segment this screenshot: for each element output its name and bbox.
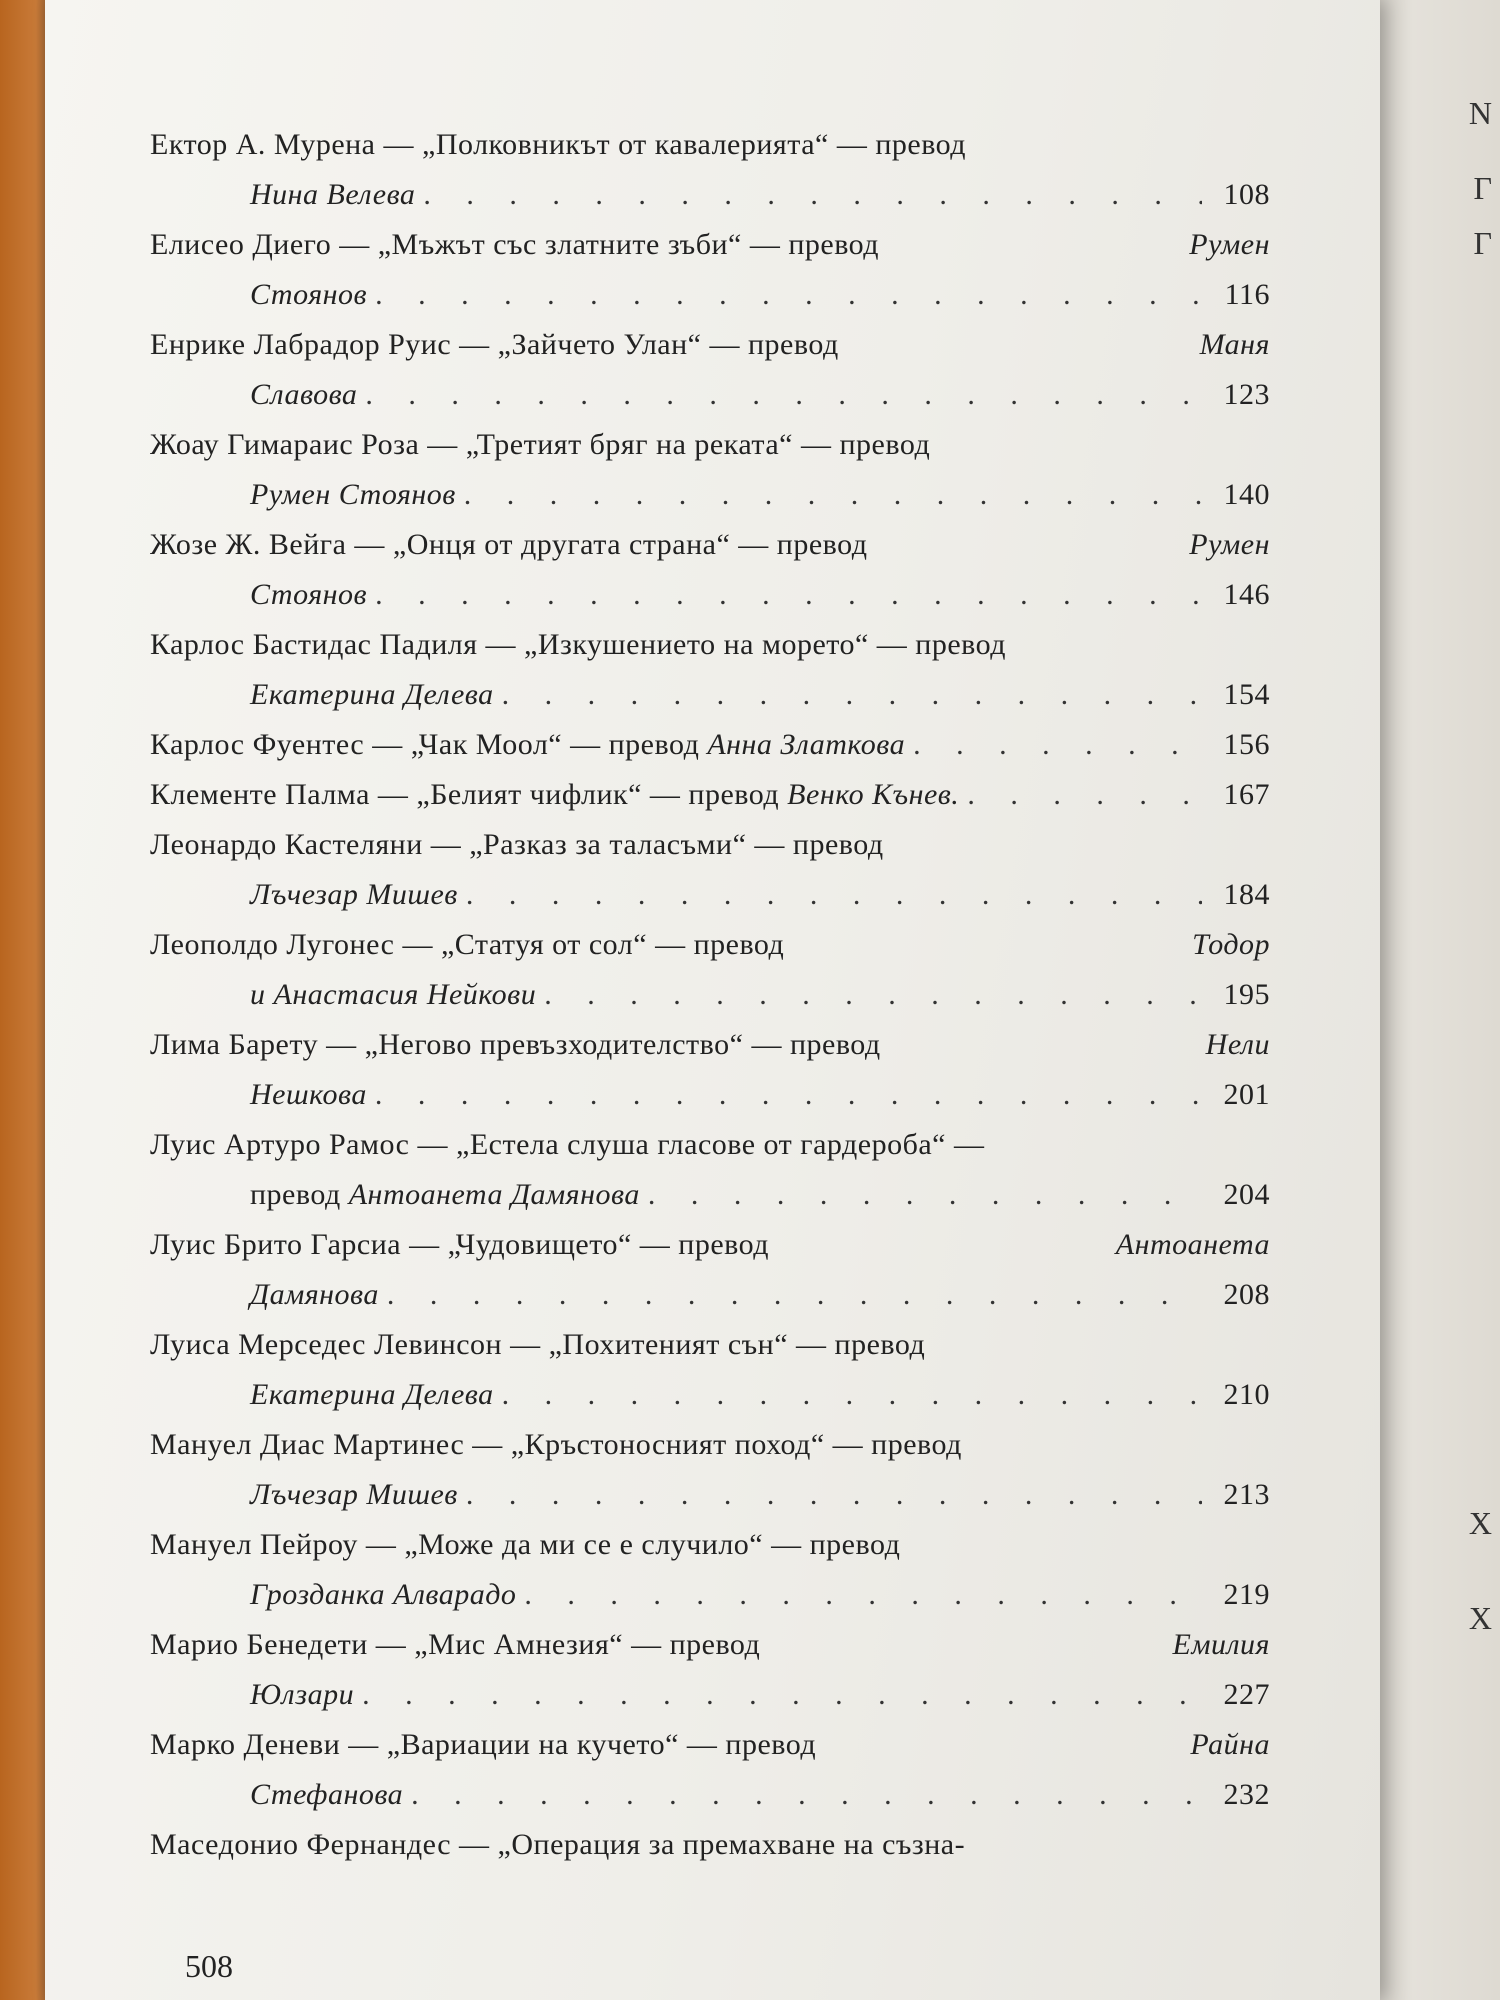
- page-ref: 201: [1223, 1078, 1270, 1111]
- leader-dots: [411, 1770, 1202, 1820]
- leader-dots: [913, 720, 1202, 770]
- adjacent-page-fragment: Г: [1473, 170, 1492, 206]
- page-ref: 227: [1223, 1678, 1270, 1711]
- adjacent-page-fragment: N: [1468, 95, 1492, 131]
- page-number: 508: [185, 1948, 233, 1984]
- translator-name: Грозданка Алварадо: [250, 1578, 517, 1611]
- translator-name: Нина Велева: [250, 178, 416, 211]
- entry-author-title: Мануел Пейроу — „Може да ми се е случило“ — превод: [150, 1528, 901, 1561]
- toc-entry: [150, 1020, 1270, 1120]
- leader-dots: [466, 870, 1202, 920]
- leader-dots: [375, 570, 1202, 620]
- translator-name: Емилия: [1172, 1628, 1270, 1661]
- toc-entry: [150, 620, 1270, 720]
- leader-dots: [362, 1670, 1202, 1720]
- page-ref: 108: [1223, 178, 1270, 211]
- translator-name: Стоянов: [250, 578, 368, 611]
- toc-entry: [150, 920, 1270, 1020]
- entry-author-title: Енрике Лабрадор Руис — „Зайчето Улан“ — превод: [150, 328, 839, 361]
- leader-dots: [466, 1470, 1202, 1520]
- translator-name: и Анастасия Нейкови: [250, 978, 537, 1011]
- book-page: [45, 0, 1380, 2000]
- leader-dots: [544, 970, 1202, 1020]
- toc-entry: [150, 1220, 1270, 1320]
- translation-label: превод: [250, 1178, 341, 1211]
- entry-author-title: Карлос Бастидас Падиля — „Изкушението на морето“ — превод: [150, 628, 1007, 661]
- translator-name: Нешкова: [250, 1078, 367, 1111]
- entry-author-title: Жоау Гимараис Роза — „Третият бряг на реката“ — превод: [150, 428, 931, 461]
- page-ref: 210: [1223, 1378, 1270, 1411]
- toc-entry: [150, 1320, 1270, 1420]
- leader-dots: [387, 1270, 1202, 1320]
- translator-name: Венко Кънев.: [787, 778, 960, 811]
- entry-author-title: Маседонио Фернандес — „Операция за премахване на съзна-: [150, 1828, 966, 1861]
- translator-name: Юлзари: [250, 1678, 355, 1711]
- page-ref: 154: [1223, 678, 1270, 711]
- leader-dots: [502, 670, 1202, 720]
- entry-author-title: Клементе Палма — „Белият чифлик“ — превод: [150, 778, 780, 811]
- translator-name: Нели: [1205, 1028, 1270, 1061]
- toc-entry: [150, 220, 1270, 320]
- page-ref: 184: [1223, 878, 1270, 911]
- entry-author-title: Леополдо Лугонес — „Статуя от сол“ — превод: [150, 928, 785, 961]
- entry-author-title: Луис Артуро Рамос — „Естела слуша гласове от гардероба“ —: [150, 1128, 985, 1161]
- toc-entry: [150, 770, 1270, 820]
- toc-entry: [150, 1420, 1270, 1520]
- translator-name: Лъчезар Мишев: [250, 1478, 458, 1511]
- toc-entry: [150, 1620, 1270, 1720]
- translator-name: Румен: [1189, 528, 1270, 561]
- page-ref: 140: [1223, 478, 1270, 511]
- toc-entry: [150, 720, 1270, 770]
- leader-dots: [967, 770, 1202, 820]
- translator-name: Дамянова: [250, 1278, 379, 1311]
- toc-entry: [150, 1720, 1270, 1820]
- entry-author-title: Леонардо Кастеляни — „Разказ за таласъми“ — превод: [150, 828, 884, 861]
- translator-name: Райна: [1190, 1728, 1270, 1761]
- toc-entry: [150, 320, 1270, 420]
- entry-author-title: Карлос Фуентес — „Чак Моол“ — превод: [150, 728, 700, 761]
- page-ref: 219: [1223, 1578, 1270, 1611]
- leader-dots: [423, 170, 1202, 220]
- translator-name: Румен Стоянов: [250, 478, 456, 511]
- toc-entry: [150, 420, 1270, 520]
- entry-author-title: Марко Деневи — „Вариации на кучето“ — превод: [150, 1728, 817, 1761]
- entry-author-title: Луис Брито Гарсиа — „Чудовището“ — превод: [150, 1228, 770, 1261]
- translator-name: Маня: [1199, 328, 1270, 361]
- adjacent-page-edge: [1375, 0, 1500, 2000]
- toc-entry: [150, 1820, 1270, 1870]
- entry-author-title: Луиса Мерседес Левинсон — „Похитеният сън“ — превод: [150, 1328, 926, 1361]
- toc-entry: [150, 120, 1270, 220]
- translator-name: Анна Златкова: [707, 728, 906, 761]
- adjacent-page-fragment: Х: [1468, 1600, 1492, 1636]
- page-ref: 204: [1223, 1178, 1270, 1211]
- leader-dots: [464, 470, 1202, 520]
- translator-name: Стефанова: [250, 1778, 404, 1811]
- translator-name: Антоанета: [1115, 1228, 1270, 1261]
- page-ref: 167: [1223, 778, 1270, 811]
- page-ref: 213: [1223, 1478, 1270, 1511]
- entry-author-title: Жозе Ж. Вейга — „Онця от другата страна“ — превод: [150, 528, 868, 561]
- translator-name: Румен: [1189, 228, 1270, 261]
- entry-author-title: Мануел Диас Мартинес — „Кръстоносният поход“ — превод: [150, 1428, 962, 1461]
- leader-dots: [365, 370, 1202, 420]
- translator-name: Тодор: [1192, 928, 1270, 961]
- entry-author-title: Елисео Диего — „Мъжът със златните зъби“ — превод: [150, 228, 880, 261]
- entry-author-title: Марио Бенедети — „Мис Амнезия“ — превод: [150, 1628, 761, 1661]
- entry-author-title: Лима Барету — „Негово превъзходителство“ — превод: [150, 1028, 881, 1061]
- toc-entry: [150, 820, 1270, 920]
- page-ref: 146: [1223, 578, 1270, 611]
- leader-dots: [648, 1170, 1202, 1220]
- leader-dots: [375, 270, 1202, 320]
- page-ref: 232: [1223, 1778, 1270, 1811]
- page-ref: 208: [1223, 1278, 1270, 1311]
- leader-dots: [524, 1570, 1202, 1620]
- table-of-contents: [150, 120, 1270, 1870]
- toc-entry: [150, 1520, 1270, 1620]
- page-ref: 116: [1224, 278, 1270, 311]
- toc-entry: [150, 520, 1270, 620]
- translator-name: Екатерина Делева: [250, 678, 494, 711]
- page-ref: 156: [1223, 728, 1270, 761]
- translator-name: Стоянов: [250, 278, 368, 311]
- entry-author-title: Ектор А. Мурена — „Полковникът от кавалерията“ — превод: [150, 128, 967, 161]
- adjacent-page-fragment: Г: [1473, 225, 1492, 261]
- leader-dots: [502, 1370, 1202, 1420]
- translator-name: Антоанета Дамянова: [348, 1178, 640, 1211]
- page-ref: 195: [1223, 978, 1270, 1011]
- toc-entry: [150, 1120, 1270, 1220]
- translator-name: Лъчезар Мишев: [250, 878, 458, 911]
- adjacent-page-fragment: Х: [1468, 1505, 1492, 1541]
- translator-name: Екатерина Делева: [250, 1378, 494, 1411]
- page-ref: 123: [1223, 378, 1270, 411]
- translator-name: Славова: [250, 378, 358, 411]
- leader-dots: [375, 1070, 1202, 1120]
